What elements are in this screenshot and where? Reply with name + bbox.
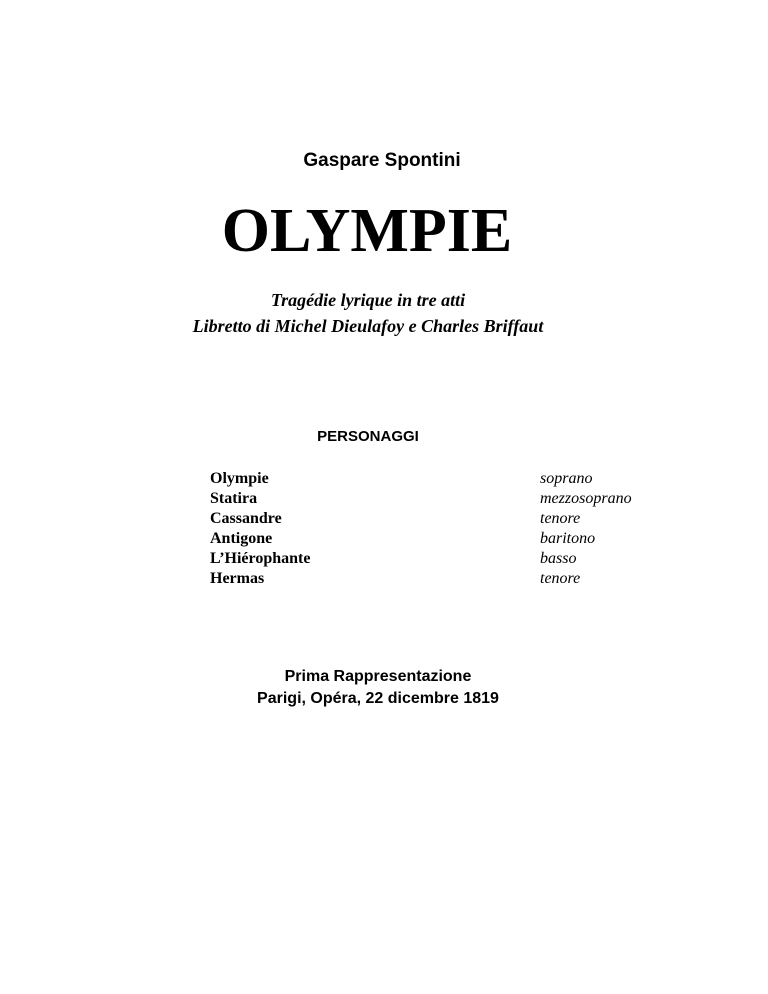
opera-title: OLYMPIE: [221, 197, 513, 265]
cast-row: [210, 469, 650, 489]
cast-row: [210, 529, 650, 549]
role-name: Cassandre: [210, 510, 282, 527]
voice-type: mezzosoprano: [540, 490, 632, 507]
premiere-block: [0, 666, 762, 710]
role-name: Antigone: [210, 530, 273, 547]
role-name: Statira: [210, 490, 258, 507]
genre-line: Tragédie lyrique in tre atti: [270, 290, 466, 310]
cast-row: [210, 509, 650, 529]
cast-row: [210, 489, 650, 509]
subtitle-block: [0, 287, 736, 339]
cast-row: [210, 569, 650, 589]
voice-type: tenore: [540, 570, 581, 587]
personaggi-heading: PERSONAGGI: [317, 428, 419, 445]
voice-type: soprano: [540, 470, 593, 487]
role-name: Olympie: [210, 470, 269, 487]
composer-name: Gaspare Spontini: [303, 150, 461, 171]
role-name: L’Hiérophante: [210, 550, 311, 567]
role-name: Hermas: [210, 570, 265, 587]
librettists-line: Libretto di Michel Dieulafoy e Charles Briffaut: [192, 316, 544, 336]
premiere-details: Parigi, Opéra, 22 dicembre 1819: [257, 690, 499, 707]
voice-type: baritono: [540, 530, 596, 547]
cast-list: [210, 469, 650, 589]
premiere-heading: Prima Rappresentazione: [284, 668, 472, 685]
voice-type: basso: [540, 550, 577, 567]
voice-type: tenore: [540, 510, 581, 527]
cast-row: [210, 549, 650, 569]
